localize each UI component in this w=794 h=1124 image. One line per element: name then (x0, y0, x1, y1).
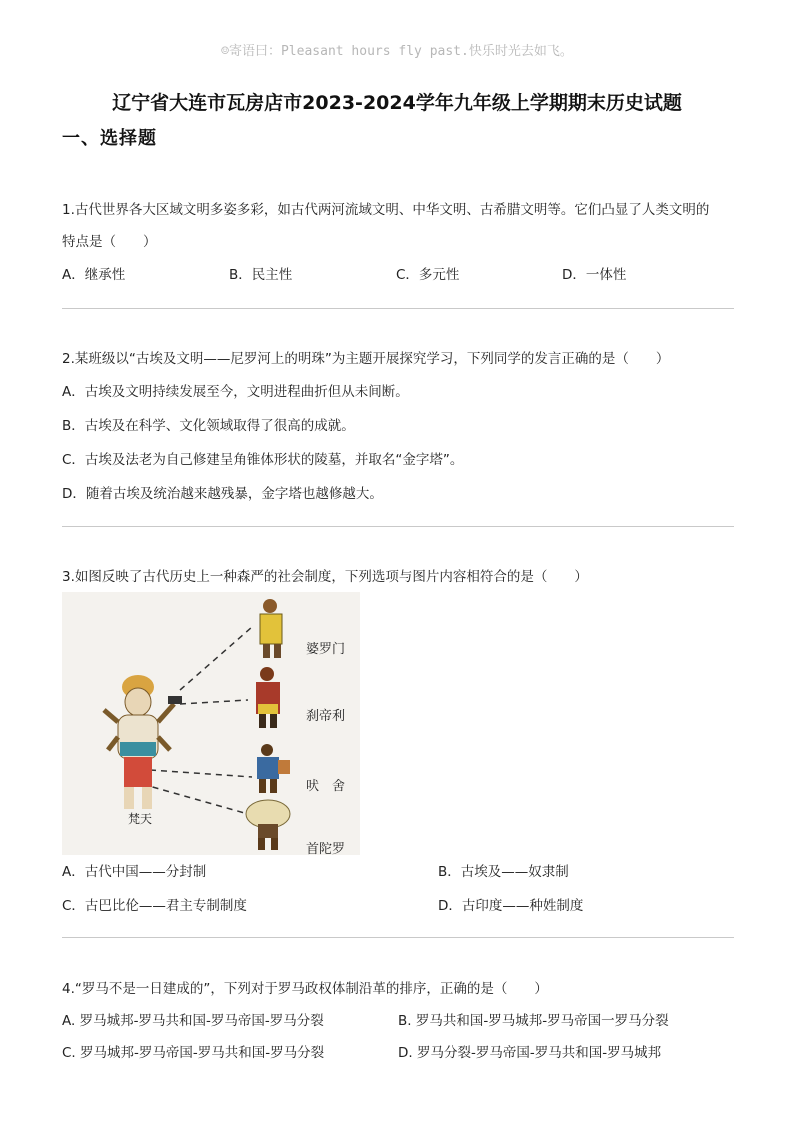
option-c[interactable]: C．古巴比伦——君主专制制度 (62, 898, 247, 914)
option-d[interactable]: D．一体性 (562, 267, 627, 283)
brahmin-figure-icon (260, 599, 282, 658)
option-b[interactable]: B．古埃及在科学、文化领域取得了很高的成就。 (62, 418, 355, 434)
kshatriya-figure-icon (256, 667, 280, 728)
option-b[interactable]: B．古埃及——奴隶制 (438, 864, 569, 880)
question-2 (62, 349, 734, 509)
label-vaishya: 吠 舍 (306, 779, 346, 794)
question-stem-line: 4.“罗马不是一日建成的”，下列对于罗马政权体制沿革的排序，正确的是（ ） (62, 981, 548, 997)
label-brahma: 梵天 (128, 812, 153, 826)
question-stem-line: 1.古代世界各大区域文明多姿多彩，如古代两河流域文明、中华文明、古希腊文明等。它们凸显了人类文明的 (62, 202, 710, 218)
question-1 (62, 200, 734, 295)
option-b[interactable]: B．民主性 (229, 267, 293, 283)
option-d[interactable]: D．古印度——种姓制度 (438, 898, 584, 914)
vaishya-figure-icon (257, 744, 290, 793)
question-stem-line: 特点是（ ） (62, 234, 157, 250)
option-c[interactable]: C．多元性 (396, 267, 460, 283)
option-a[interactable]: A．古埃及文明持续发展至今，文明进程曲折但从未间断。 (62, 384, 409, 400)
label-shudra: 首陀罗 (306, 842, 346, 857)
option-d[interactable]: D. 罗马分裂-罗马帝国-罗马共和国-罗马城邦 (398, 1045, 662, 1061)
divider (62, 526, 734, 527)
option-d[interactable]: D．随着古埃及统治越来越残暴，金字塔也越修越大。 (62, 486, 383, 502)
option-a[interactable]: A．古代中国——分封制 (62, 864, 207, 880)
label-brahmin: 婆罗门 (306, 642, 346, 657)
option-c[interactable]: C. 罗马城邦-罗马帝国-罗马共和国-罗马分裂 (62, 1045, 325, 1061)
question-3 (62, 567, 734, 587)
question-3-options (62, 862, 734, 922)
question-stem-line: 2.某班级以“古埃及文明——尼罗河上的明珠”为主题开展探究学习，下列同学的发言正确的是（ ） (62, 351, 670, 367)
document-title: 辽宁省大连市瓦房店市2023-2024学年九年级上学期期末历史试题 (112, 92, 682, 114)
divider (62, 937, 734, 938)
section-heading: 一、选择题 (62, 128, 157, 149)
question-stem-line: 3.如图反映了古代历史上一种森严的社会制度，下列选项与图片内容相符合的是（ ） (62, 569, 588, 585)
option-a[interactable]: A. 罗马城邦-罗马共和国-罗马帝国-罗马分裂 (62, 1013, 324, 1029)
question-4 (62, 979, 734, 1069)
caste-system-figure (62, 592, 360, 855)
option-a[interactable]: A．继承性 (62, 267, 126, 283)
label-kshatriya: 刹帝利 (306, 709, 346, 724)
option-b[interactable]: B. 罗马共和国-罗马城邦-罗马帝国一罗马分裂 (398, 1013, 669, 1029)
option-c[interactable]: C．古埃及法老为自己修建呈角锥体形状的陵墓，并取名“金字塔”。 (62, 452, 464, 468)
divider (62, 308, 734, 309)
header-motto: ☺寄语曰：Pleasant hours fly past.快乐时光去如飞。 (221, 44, 573, 59)
brahma-figure-icon (104, 675, 182, 809)
shudra-figure-icon (246, 800, 290, 850)
